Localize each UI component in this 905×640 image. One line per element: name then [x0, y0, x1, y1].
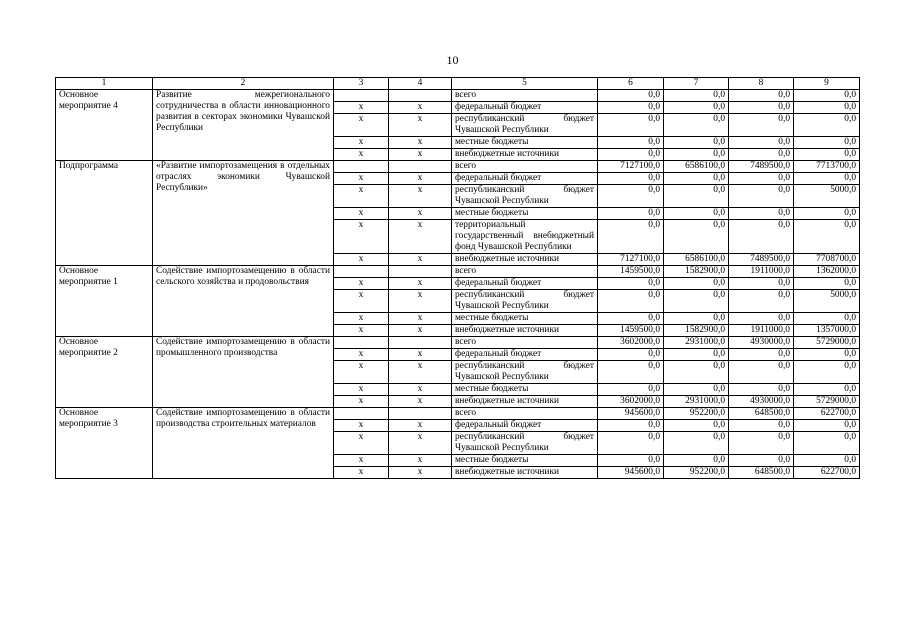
amount-cell: 0,0 [664, 432, 729, 455]
amount-cell: 648500,0 [729, 408, 794, 420]
column-4-cell: x [389, 173, 452, 185]
amount-cell: 0,0 [598, 349, 664, 361]
amount-cell: 0,0 [729, 384, 794, 396]
amount-cell: 7127100,0 [598, 254, 664, 266]
amount-cell: 6586100,0 [664, 161, 729, 173]
amount-cell: 0,0 [729, 313, 794, 325]
amount-cell: 0,0 [729, 290, 794, 313]
amount-cell: 0,0 [598, 384, 664, 396]
amount-cell: 0,0 [664, 313, 729, 325]
amount-cell: 0,0 [598, 185, 664, 208]
amount-cell: 952200,0 [664, 408, 729, 420]
page-number: 10 [446, 53, 459, 67]
column-4-cell: x [389, 149, 452, 161]
amount-cell: 1911000,0 [729, 266, 794, 278]
funding-source-cell: местные бюджеты [452, 313, 598, 325]
amount-cell: 0,0 [794, 208, 860, 220]
funding-source-cell: всего [452, 266, 598, 278]
funding-source-cell: всего [452, 90, 598, 102]
funding-source-cell: территориальный государственный внебюджетный фонд Чувашской Республики [452, 220, 598, 254]
amount-cell: 0,0 [794, 149, 860, 161]
funding-source-cell: внебюджетные источники [452, 467, 598, 479]
amount-cell: 7489500,0 [729, 161, 794, 173]
column-4-cell: x [389, 220, 452, 254]
amount-cell: 0,0 [664, 114, 729, 137]
funding-source-cell: федеральный бюджет [452, 420, 598, 432]
amount-cell: 1362000,0 [794, 266, 860, 278]
amount-cell: 0,0 [664, 420, 729, 432]
amount-cell: 0,0 [664, 102, 729, 114]
amount-cell: 0,0 [664, 208, 729, 220]
column-4-cell: x [389, 361, 452, 384]
amount-cell: 0,0 [794, 278, 860, 290]
column-4-cell: x [389, 313, 452, 325]
amount-cell: 1582900,0 [664, 325, 729, 337]
column-3-cell: x [334, 220, 389, 254]
table-row [56, 90, 860, 102]
amount-cell: 0,0 [664, 349, 729, 361]
amount-cell: 0,0 [729, 137, 794, 149]
amount-cell: 0,0 [794, 420, 860, 432]
column-4-cell: x [389, 384, 452, 396]
program-cell: Основное мероприятие 2 [56, 337, 153, 408]
column-3-cell: x [334, 384, 389, 396]
column-3-cell: x [334, 325, 389, 337]
funding-source-cell: федеральный бюджет [452, 349, 598, 361]
column-4-cell [389, 408, 452, 420]
column-4-cell: x [389, 396, 452, 408]
column-3-cell [334, 408, 389, 420]
amount-cell: 0,0 [794, 361, 860, 384]
column-4-cell: x [389, 432, 452, 455]
funding-source-cell: местные бюджеты [452, 137, 598, 149]
funding-source-cell: республиканский бюджет Чувашской Республики [452, 290, 598, 313]
amount-cell: 4930000,0 [729, 396, 794, 408]
table-row [56, 161, 860, 173]
column-3-cell: x [334, 254, 389, 266]
amount-cell: 0,0 [729, 420, 794, 432]
column-3-cell [334, 266, 389, 278]
amount-cell: 0,0 [664, 290, 729, 313]
amount-cell: 0,0 [794, 313, 860, 325]
column-3-cell: x [334, 102, 389, 114]
column-3-cell: x [334, 420, 389, 432]
amount-cell: 4930000,0 [729, 337, 794, 349]
funding-source-cell: республиканский бюджет Чувашской Республики [452, 361, 598, 384]
column-4-cell: x [389, 102, 452, 114]
column-4-cell: x [389, 137, 452, 149]
amount-cell: 2931000,0 [664, 337, 729, 349]
column-4-cell [389, 161, 452, 173]
column-number-row [56, 78, 860, 90]
amount-cell: 0,0 [729, 455, 794, 467]
amount-cell: 0,0 [664, 361, 729, 384]
amount-cell: 3602000,0 [598, 396, 664, 408]
column-3-cell: x [334, 185, 389, 208]
amount-cell: 0,0 [729, 102, 794, 114]
column-3-cell: x [334, 432, 389, 455]
amount-cell: 1582900,0 [664, 266, 729, 278]
column-number: 5 [452, 78, 598, 90]
amount-cell: 0,0 [729, 173, 794, 185]
amount-cell: 3602000,0 [598, 337, 664, 349]
program-cell: Основное мероприятие 1 [56, 266, 153, 337]
column-3-cell: x [334, 349, 389, 361]
column-4-cell: x [389, 420, 452, 432]
amount-cell: 0,0 [598, 208, 664, 220]
amount-cell: 0,0 [729, 278, 794, 290]
column-3-cell: x [334, 137, 389, 149]
amount-cell: 6586100,0 [664, 254, 729, 266]
amount-cell: 0,0 [794, 173, 860, 185]
amount-cell: 1459500,0 [598, 325, 664, 337]
amount-cell: 0,0 [729, 220, 794, 254]
amount-cell: 1357000,0 [794, 325, 860, 337]
amount-cell: 5000,0 [794, 290, 860, 313]
funding-source-cell: республиканский бюджет Чувашской Республики [452, 432, 598, 455]
amount-cell: 0,0 [598, 220, 664, 254]
amount-cell: 0,0 [598, 313, 664, 325]
budget-table [55, 77, 860, 479]
funding-source-cell: федеральный бюджет [452, 102, 598, 114]
amount-cell: 5729000,0 [794, 337, 860, 349]
column-number: 9 [794, 78, 860, 90]
funding-source-cell: местные бюджеты [452, 384, 598, 396]
column-4-cell: x [389, 325, 452, 337]
column-3-cell: x [334, 467, 389, 479]
column-3-cell [334, 161, 389, 173]
amount-cell: 0,0 [794, 384, 860, 396]
amount-cell: 0,0 [598, 114, 664, 137]
activity-name-cell: Содействие импортозамещению в области сельского хозяйства и продовольствия [153, 266, 334, 337]
amount-cell: 0,0 [794, 349, 860, 361]
amount-cell: 2931000,0 [664, 396, 729, 408]
program-cell: Основное мероприятие 4 [56, 90, 153, 161]
activity-name-cell: Содействие импортозамещению в области промышленного производства [153, 337, 334, 408]
column-4-cell [389, 266, 452, 278]
amount-cell: 0,0 [664, 384, 729, 396]
amount-cell: 0,0 [794, 432, 860, 455]
column-3-cell: x [334, 361, 389, 384]
funding-source-cell: внебюджетные источники [452, 254, 598, 266]
column-3-cell: x [334, 313, 389, 325]
amount-cell: 7489500,0 [729, 254, 794, 266]
amount-cell: 0,0 [598, 455, 664, 467]
amount-cell: 0,0 [794, 220, 860, 254]
amount-cell: 0,0 [729, 185, 794, 208]
column-3-cell: x [334, 290, 389, 313]
amount-cell: 622700,0 [794, 467, 860, 479]
amount-cell: 0,0 [598, 90, 664, 102]
column-4-cell: x [389, 208, 452, 220]
funding-source-cell: внебюджетные источники [452, 149, 598, 161]
amount-cell: 0,0 [794, 90, 860, 102]
column-number: 4 [389, 78, 452, 90]
funding-source-cell: местные бюджеты [452, 208, 598, 220]
amount-cell: 7713700,0 [794, 161, 860, 173]
column-4-cell: x [389, 114, 452, 137]
funding-source-cell: всего [452, 161, 598, 173]
column-3-cell: x [334, 114, 389, 137]
amount-cell: 5000,0 [794, 185, 860, 208]
amount-cell: 0,0 [729, 208, 794, 220]
amount-cell: 0,0 [598, 149, 664, 161]
column-3-cell: x [334, 208, 389, 220]
column-number: 1 [56, 78, 153, 90]
column-3-cell [334, 90, 389, 102]
funding-source-cell: внебюджетные источники [452, 396, 598, 408]
column-4-cell: x [389, 278, 452, 290]
activity-name-cell: Развитие межрегионального сотрудничества в области инновационного развития в секторах экономики Чувашской Республики [153, 90, 334, 161]
funding-source-cell: внебюджетные источники [452, 325, 598, 337]
amount-cell: 0,0 [598, 290, 664, 313]
column-4-cell: x [389, 467, 452, 479]
column-3-cell [334, 337, 389, 349]
table-row [56, 337, 860, 349]
column-3-cell: x [334, 455, 389, 467]
amount-cell: 0,0 [598, 420, 664, 432]
amount-cell: 0,0 [664, 278, 729, 290]
amount-cell: 0,0 [664, 455, 729, 467]
amount-cell: 0,0 [794, 137, 860, 149]
column-3-cell: x [334, 149, 389, 161]
activity-name-cell: Содействие импортозамещению в области производства строительных материалов [153, 408, 334, 479]
column-number: 7 [664, 78, 729, 90]
column-4-cell [389, 337, 452, 349]
program-cell: Подпрограмма [56, 161, 153, 266]
amount-cell: 0,0 [598, 361, 664, 384]
funding-source-cell: федеральный бюджет [452, 173, 598, 185]
column-3-cell: x [334, 173, 389, 185]
amount-cell: 0,0 [664, 149, 729, 161]
amount-cell: 0,0 [729, 432, 794, 455]
amount-cell: 0,0 [664, 173, 729, 185]
funding-source-cell: всего [452, 408, 598, 420]
amount-cell: 0,0 [598, 102, 664, 114]
column-4-cell: x [389, 254, 452, 266]
amount-cell: 0,0 [729, 349, 794, 361]
amount-cell: 0,0 [664, 90, 729, 102]
column-3-cell: x [334, 396, 389, 408]
amount-cell: 0,0 [664, 185, 729, 208]
column-number: 8 [729, 78, 794, 90]
column-number: 3 [334, 78, 389, 90]
amount-cell: 0,0 [729, 149, 794, 161]
amount-cell: 622700,0 [794, 408, 860, 420]
amount-cell: 648500,0 [729, 467, 794, 479]
column-4-cell: x [389, 455, 452, 467]
amount-cell: 952200,0 [664, 467, 729, 479]
funding-source-cell: федеральный бюджет [452, 278, 598, 290]
column-number: 2 [153, 78, 334, 90]
column-4-cell [389, 90, 452, 102]
amount-cell: 0,0 [729, 361, 794, 384]
table-row [56, 408, 860, 420]
amount-cell: 7127100,0 [598, 161, 664, 173]
amount-cell: 0,0 [794, 102, 860, 114]
amount-cell: 0,0 [598, 173, 664, 185]
amount-cell: 0,0 [598, 432, 664, 455]
activity-name-cell: «Развитие импортозамещения в отдельных отраслях экономики Чувашской Республики» [153, 161, 334, 266]
amount-cell: 0,0 [794, 455, 860, 467]
amount-cell: 0,0 [664, 137, 729, 149]
amount-cell: 1911000,0 [729, 325, 794, 337]
funding-source-cell: всего [452, 337, 598, 349]
funding-source-cell: республиканский бюджет Чувашской Республики [452, 185, 598, 208]
amount-cell: 945600,0 [598, 467, 664, 479]
amount-cell: 5729000,0 [794, 396, 860, 408]
column-number: 6 [598, 78, 664, 90]
column-4-cell: x [389, 349, 452, 361]
table-row [56, 266, 860, 278]
amount-cell: 0,0 [598, 278, 664, 290]
column-3-cell: x [334, 278, 389, 290]
amount-cell: 0,0 [598, 137, 664, 149]
funding-source-cell: республиканский бюджет Чувашской Республики [452, 114, 598, 137]
amount-cell: 0,0 [664, 220, 729, 254]
amount-cell: 7708700,0 [794, 254, 860, 266]
program-cell: Основное мероприятие 3 [56, 408, 153, 479]
column-4-cell: x [389, 185, 452, 208]
amount-cell: 0,0 [794, 114, 860, 137]
amount-cell: 945600,0 [598, 408, 664, 420]
column-4-cell: x [389, 290, 452, 313]
amount-cell: 0,0 [729, 90, 794, 102]
amount-cell: 0,0 [729, 114, 794, 137]
funding-source-cell: местные бюджеты [452, 455, 598, 467]
amount-cell: 1459500,0 [598, 266, 664, 278]
